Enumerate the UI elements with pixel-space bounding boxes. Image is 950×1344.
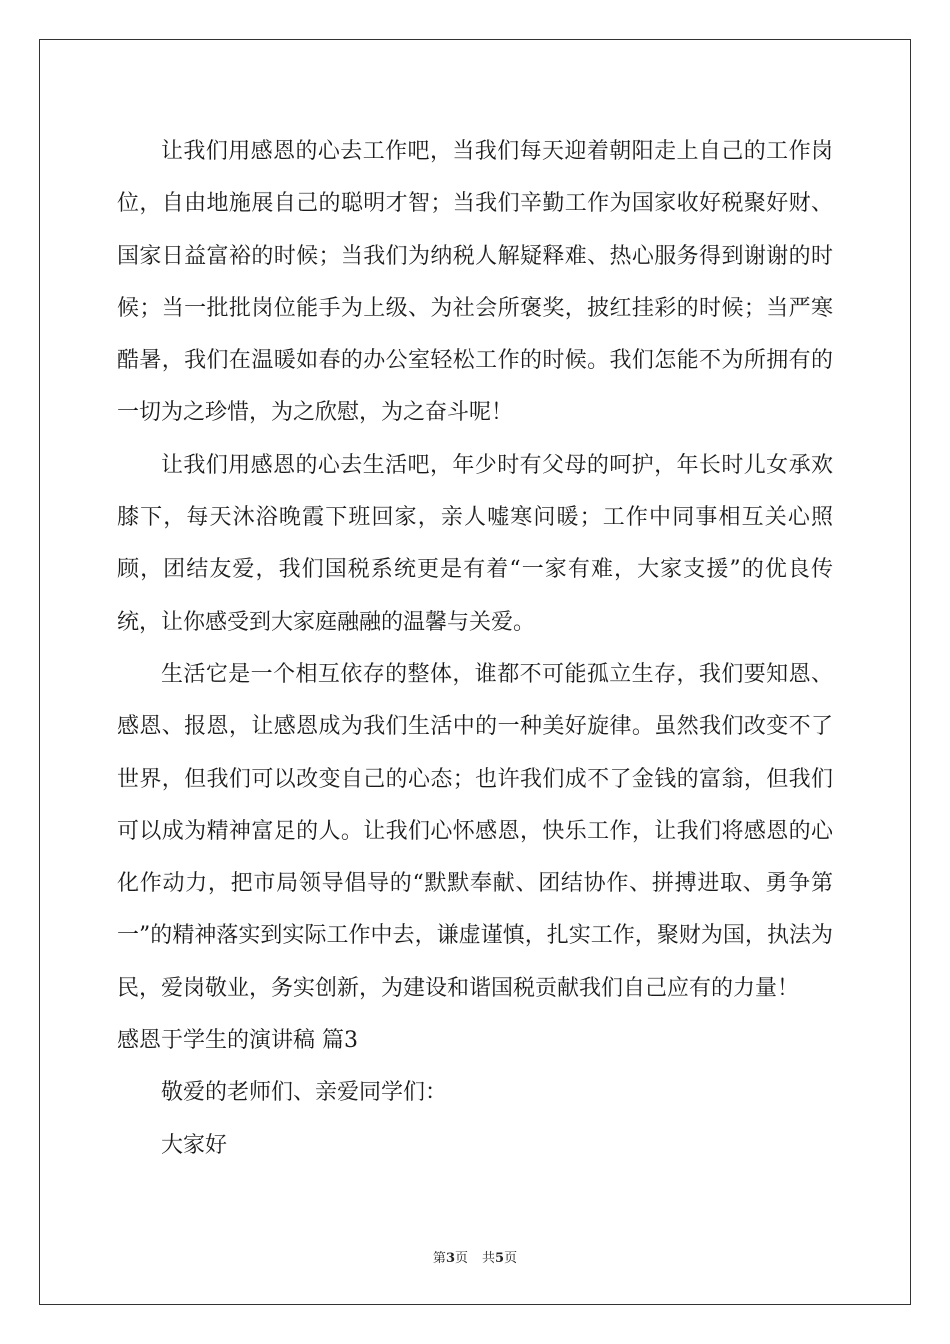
- paragraph-gratitude: 生活它是一个相互依存的整体，谁都不可能孤立生存，我们要知恩、感恩、报恩，让感恩成为我们生活中的一种美好旋律。虽然我们改变不了世界，但我们可以改变自己的心态；也许我们成不了金钱的富翁，但我们可以成为精神富足的人。让我们心怀感恩，快乐工作，让我们将感恩的心化作动力，把市局领导倡导的“默默奉献、团结协作、拼搏进取、勇争第一”的精神落实到实际工作中去，谦虚谨慎，扎实工作，聚财为国，执法为民，爱岗敬业，务实创新，为建设和谐国税贡献我们自己应有的力量！: [117, 661, 833, 1001]
- page-footer: [0, 1247, 950, 1266]
- paragraph-life: 让我们用感恩的心去生活吧，年少时有父母的呵护，年长时儿女承欢膝下，每天沐浴晚霞下班回家，亲人嘘寒问暖；工作中同事相互关心照顾，团结友爱，我们国税系统更是有着“一家有难，大家支援”的优良传统，让你感受到大家庭融融的温馨与关爱。: [117, 452, 833, 635]
- footer-page-suffix: 页: [454, 1251, 468, 1266]
- document-body: [117, 126, 833, 1172]
- opening-line: 大家好: [161, 1132, 228, 1158]
- paragraph-work: 让我们用感恩的心去工作吧，当我们每天迎着朝阳走上自己的工作岗位，自由地施展自己的聪明才智；当我们辛勤工作为国家收好税聚好财、国家日益富裕的时候；当我们为纳税人解疑释难、热心服务得到谢谢的时候；当一批批岗位能手为上级、为社会所褒奖，披红挂彩的时候；当严寒酷暑，我们在温暖如春的办公室轻松工作的时候。我们怎能不为所拥有的一切为之珍惜，为之欣慰，为之奋斗呢！: [117, 139, 833, 426]
- footer-current-page: 3: [445, 1251, 455, 1266]
- footer-total-pages: 5: [495, 1251, 505, 1266]
- footer-total-prefix: 共: [482, 1251, 496, 1266]
- footer-total-suffix: 页: [504, 1251, 518, 1266]
- footer-page-prefix: 第: [432, 1251, 446, 1266]
- section-heading: 感恩于学生的演讲稿 篇3: [117, 1028, 358, 1054]
- greeting-line: 敬爱的老师们、亲爱同学们：: [161, 1080, 448, 1106]
